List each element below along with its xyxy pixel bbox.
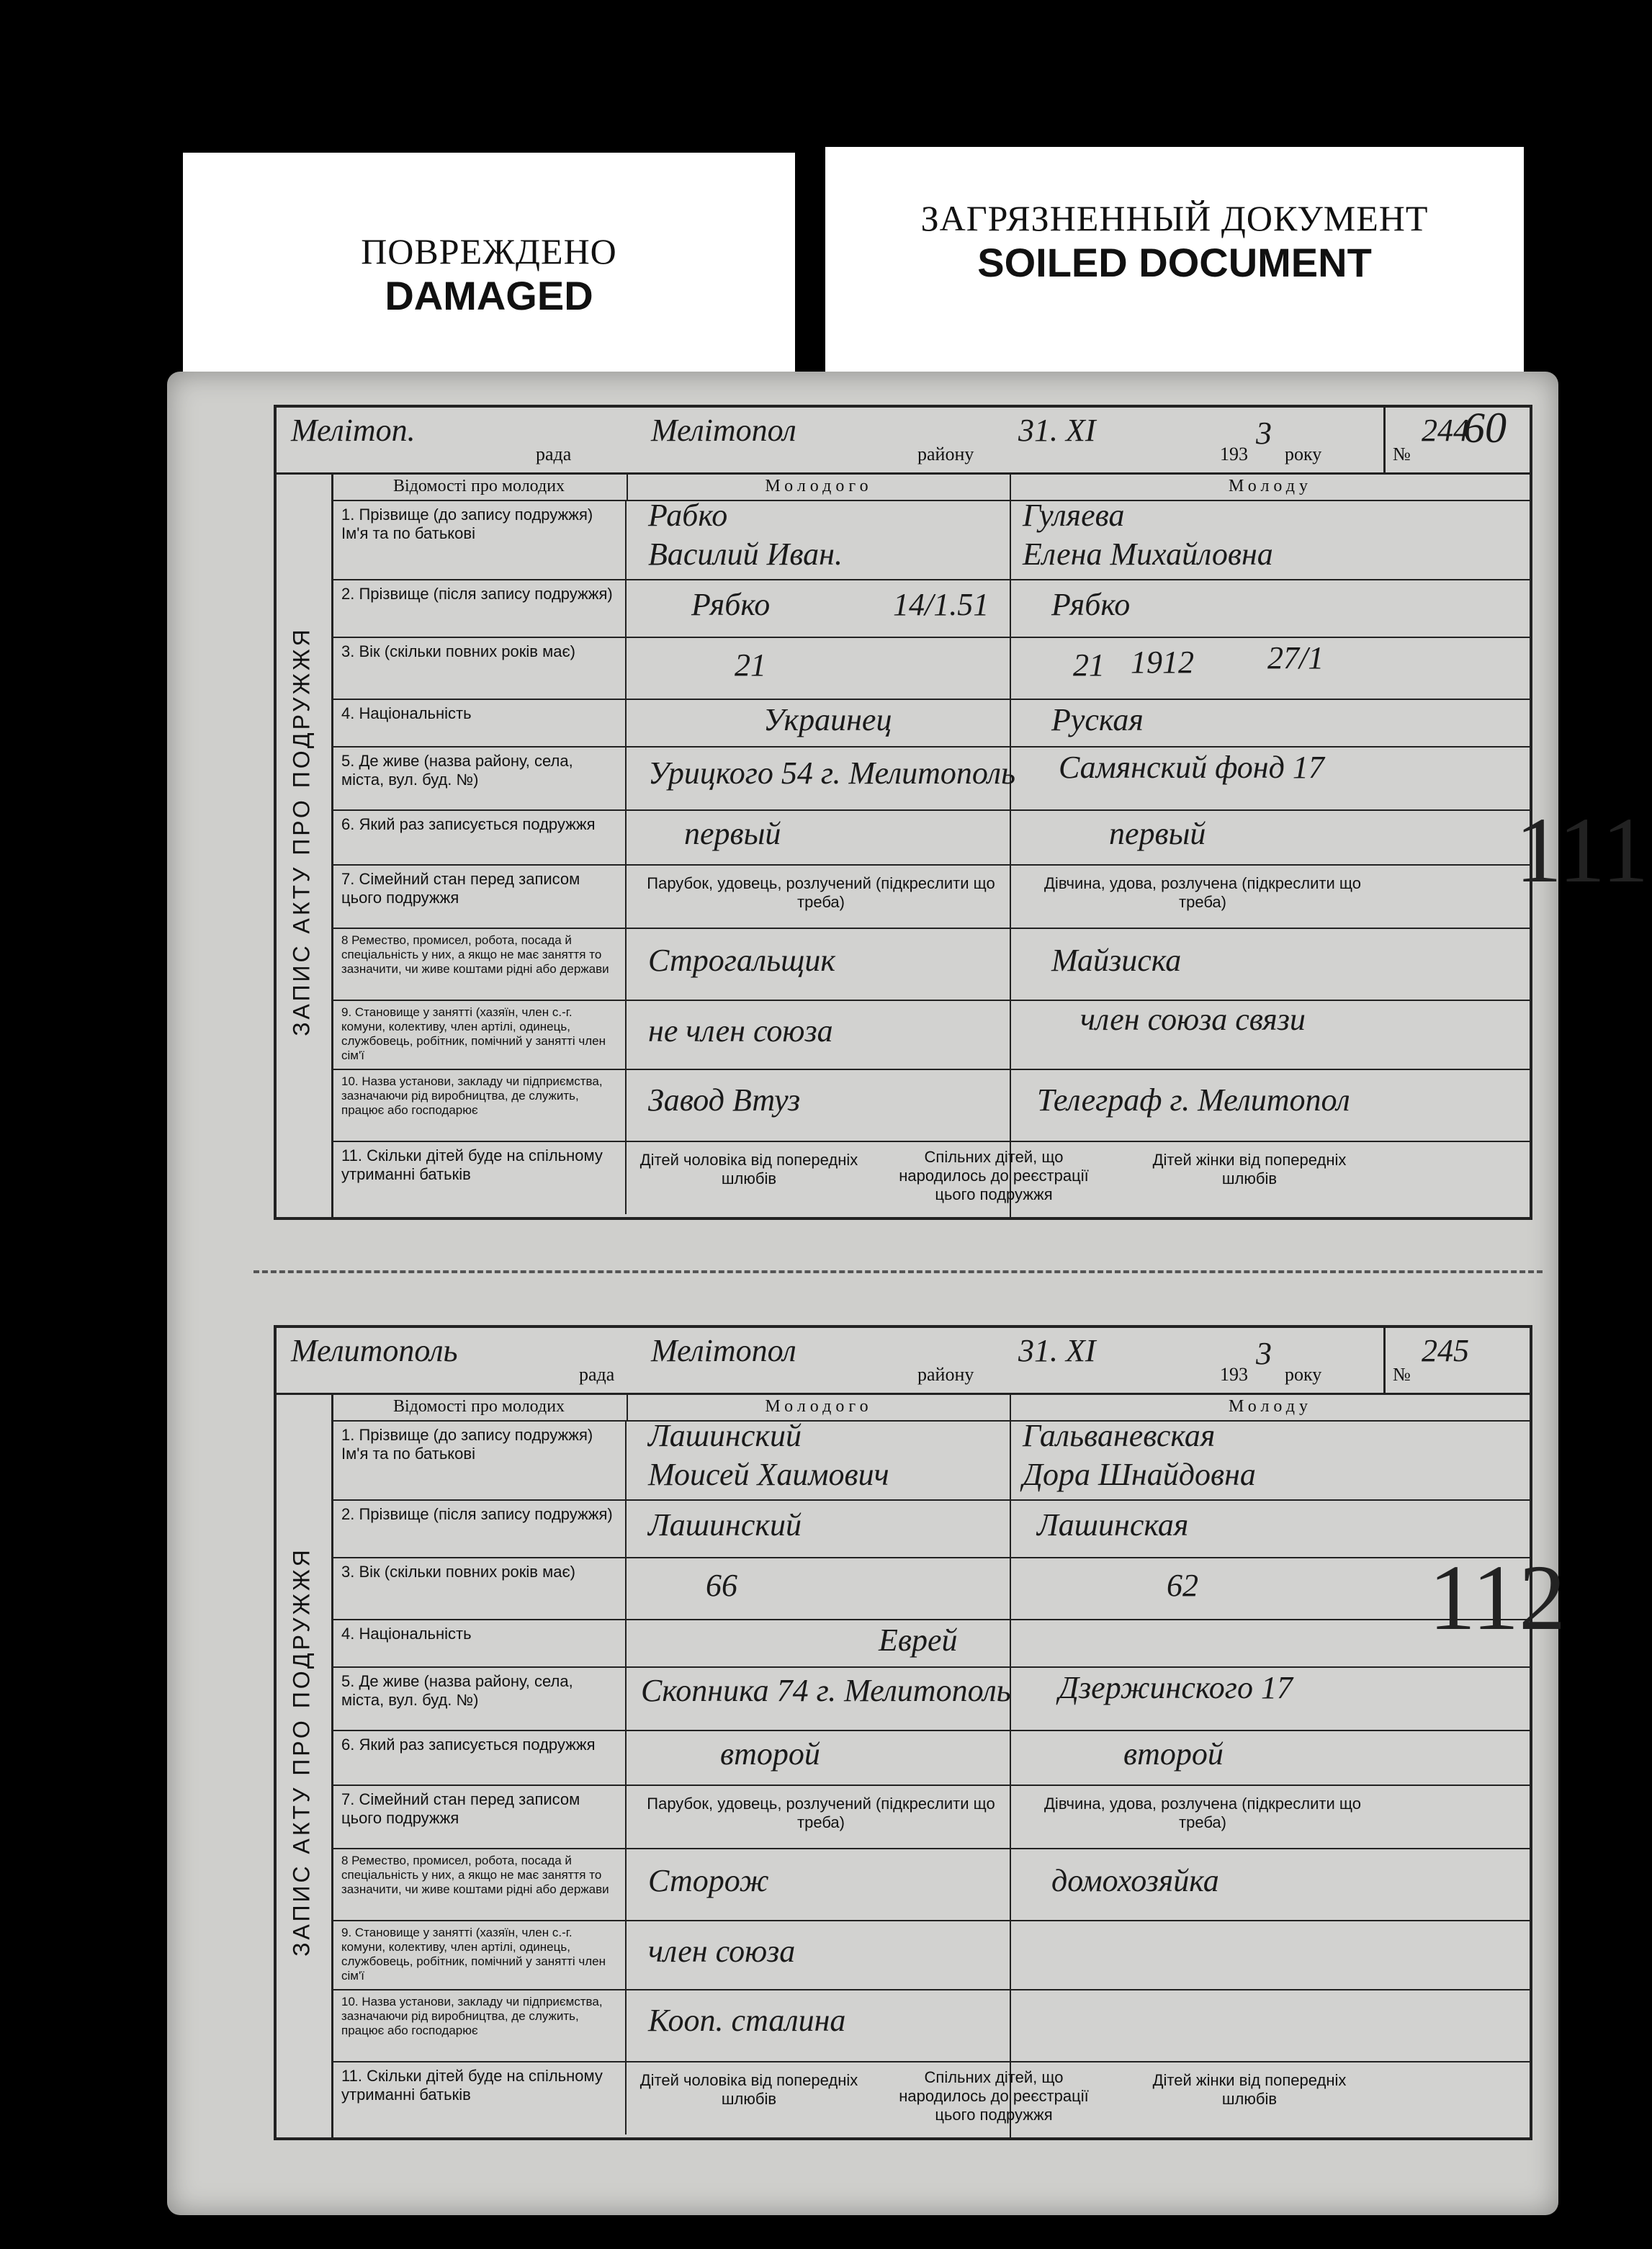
rada-label: рада xyxy=(536,444,572,464)
row-age xyxy=(331,1557,1530,1620)
side-title: ЗАПИС АКТУ ПРО ПОДРУЖЖЯ xyxy=(288,627,315,1036)
row-times-married xyxy=(331,1730,1530,1786)
groom-times: второй xyxy=(720,1736,820,1772)
row-age xyxy=(331,637,1530,700)
row-label xyxy=(331,1420,627,1499)
row-nationality xyxy=(331,1619,1530,1668)
row-label: 6. Який раз записується подружжя xyxy=(331,1730,627,1785)
record-number-box xyxy=(1383,1328,1530,1393)
row-label xyxy=(331,500,627,579)
row-surname-before xyxy=(331,500,1530,580)
hw-number: 245 xyxy=(1422,1333,1469,1368)
row-label-sub: Ім'я та по батькові xyxy=(341,524,475,542)
row-label: 3. Вік (скільки повних років має) xyxy=(331,637,627,699)
bride-status-options: Дівчина, удова, розлучена (підкреслити що треба) xyxy=(1044,874,1361,911)
row-label: 8 Ремество, промисел, робота, посада й спеціальність у них, а якщо не має заняття то зазначити, чи живе коштами рідні або держави xyxy=(331,928,627,1000)
hw-year: 3 xyxy=(1256,1336,1272,1371)
bride-surname: Гуляева xyxy=(1023,498,1125,533)
children-husband: Дітей чоловіка від попередніх шлюбів xyxy=(639,1151,858,1188)
children-joint: Спільних дітей, що народилось до реєстрації цього подружжя xyxy=(899,1148,1089,1203)
side-title: ЗАПИС АКТУ ПРО ПОДРУЖЖЯ xyxy=(288,1547,315,1957)
marriage-record-245 xyxy=(274,1325,1566,2140)
children-wife: Дітей жінки від попередніх шлюбів xyxy=(1152,1151,1347,1188)
hw-number: 244 xyxy=(1422,413,1469,448)
raion-label: району xyxy=(917,444,974,464)
groom-nationality: Еврей xyxy=(879,1622,958,1658)
groom-age: 21 xyxy=(735,647,766,683)
marriage-record-244 xyxy=(274,405,1649,1220)
bride-workplace: Телеграф г. Мелитопол xyxy=(1037,1082,1350,1118)
number-sign: № xyxy=(1393,444,1411,464)
groom-address: Урицкого 54 г. Мелитополь xyxy=(648,755,1016,791)
side-title-column xyxy=(277,1393,333,2137)
row-children xyxy=(331,2061,1530,2134)
bride-name: Дора Шнайдовна xyxy=(1023,1457,1256,1492)
groom-note: 14/1.51 xyxy=(893,587,989,622)
row-address xyxy=(331,1666,1530,1731)
row-workplace xyxy=(331,1989,1530,2062)
row-label: 11. Скільки дітей буде на спільному утриманні батьків xyxy=(331,2061,627,2134)
damaged-label-ru: ПОВРЕЖДЕНО xyxy=(361,231,617,271)
groom-address: Скопника 74 г. Мелитополь xyxy=(641,1673,1011,1708)
record-header xyxy=(277,408,1530,475)
row-label: 11. Скільки дітей буде на спільному утриманні батьків xyxy=(331,1141,627,1214)
row-nationality xyxy=(331,699,1530,748)
row-label: 10. Назва установи, закладу чи підприємства, зазначаючи рід виробництва, де служить, працює або господарює xyxy=(331,1069,627,1141)
groom-name: Моисей Хаимович xyxy=(648,1457,889,1492)
bride-address: Самянский фонд 17 xyxy=(1059,750,1324,785)
groom-surname-after: Лашинский xyxy=(648,1507,802,1543)
row-label-text: 1. Прізвище (до запису подружжя) xyxy=(341,506,593,524)
groom-status-options: Парубок, удовець, розлучений (підкреслити що треба) xyxy=(647,874,995,911)
row-label: 9. Становище у занятті (хазяїн, член с.-г. комуни, колективу, член артілі, одинець, службовець, робітник, помічний у занятті член сім'ї xyxy=(331,1000,627,1069)
row-children xyxy=(331,1141,1530,1214)
row-label: 2. Прізвище (після запису подружжя) xyxy=(331,579,627,637)
bride-times: второй xyxy=(1123,1736,1224,1772)
row-marital-status xyxy=(331,1785,1530,1849)
soiled-label-ru: ЗАГРЯЗНЕННЫЙ ДОКУМЕНТ xyxy=(920,198,1429,238)
groom-surname: Лашинский xyxy=(648,1418,802,1453)
groom-status-options: Парубок, удовець, розлучений (підкреслити що треба) xyxy=(647,1795,995,1831)
groom-work-status: член союза xyxy=(648,1934,796,1969)
groom-times: первый xyxy=(684,816,781,851)
bride-year: 1912 xyxy=(1131,645,1194,680)
col-header-info: Відомості про молодих xyxy=(331,1393,628,1422)
row-label: 5. Де живе (назва району, села, міста, вул. буд. №) xyxy=(331,1666,627,1730)
row-label: 8 Ремество, промисел, робота, посада й спеціальність у них, а якщо не має заняття то зазначити, чи живе коштами рідні або держави xyxy=(331,1848,627,1920)
damaged-label-card xyxy=(183,153,795,377)
groom-nationality: Украинец xyxy=(763,702,892,737)
row-label-text: 1. Прізвище (до запису подружжя) xyxy=(341,1426,593,1444)
row-work-status xyxy=(331,1920,1530,1990)
bride-nationality: Руская xyxy=(1051,702,1144,737)
record-header xyxy=(277,1328,1530,1395)
children-husband: Дітей чоловіка від попередніх шлюбів xyxy=(639,2071,858,2108)
soiled-label-en: SOILED DOCUMENT xyxy=(977,240,1372,285)
margin-number: 112 xyxy=(1429,1546,1566,1650)
groom-age: 66 xyxy=(706,1568,737,1603)
row-surname-after xyxy=(331,579,1530,638)
record-number-box xyxy=(1383,408,1530,472)
bride-note: 27/1 xyxy=(1267,640,1324,675)
row-times-married xyxy=(331,809,1530,866)
row-label: 2. Прізвище (після запису подружжя) xyxy=(331,1499,627,1557)
col-header-bride: Молоду xyxy=(1011,472,1530,501)
groom-workplace: Кооп. сталина xyxy=(648,2003,846,2038)
year-label: 193 xyxy=(1220,444,1248,464)
damaged-label-en: DAMAGED xyxy=(385,273,593,318)
corner-number: 60 xyxy=(1463,404,1507,452)
row-occupation xyxy=(331,1848,1530,1921)
row-address xyxy=(331,746,1530,811)
bride-work-status: член союза связи xyxy=(1080,1002,1306,1037)
row-label: 7. Сімейний стан перед записом цього подружжя xyxy=(331,1785,627,1848)
row-label: 5. Де живе (назва району, села, міста, вул. буд. №) xyxy=(331,746,627,809)
col-header-info: Відомості про молодих xyxy=(331,472,628,501)
row-surname-after xyxy=(331,1499,1530,1558)
cut-line xyxy=(253,1270,1543,1273)
hw-date: 31. XI xyxy=(1018,413,1096,448)
row-surname-before xyxy=(331,1420,1530,1501)
row-label: 9. Становище у занятті (хазяїн, член с.-г. комуни, колективу, член артілі, одинець, службовець, робітник, помічний у занятті член сім'ї xyxy=(331,1920,627,1989)
roku-label: року xyxy=(1285,1364,1322,1385)
row-label: 10. Назва установи, закладу чи підприємства, зазначаючи рід виробництва, де служить, працює або господарює xyxy=(331,1989,627,2061)
groom-occupation: Сторож xyxy=(648,1863,769,1898)
hw-year: 3 xyxy=(1256,416,1272,451)
children-wife: Дітей жінки від попередніх шлюбів xyxy=(1152,2071,1347,2108)
groom-workplace: Завод Втуз xyxy=(648,1082,801,1118)
row-occupation xyxy=(331,928,1530,1001)
bride-age: 62 xyxy=(1167,1568,1198,1603)
roku-label: року xyxy=(1285,444,1322,464)
bride-name: Елена Михайловна xyxy=(1023,537,1273,572)
number-sign: № xyxy=(1393,1364,1411,1385)
hw-date: 31. XI xyxy=(1018,1333,1096,1368)
children-joint: Спільних дітей, що народилось до реєстрації цього подружжя xyxy=(899,2068,1089,2124)
bride-times: первый xyxy=(1109,816,1206,851)
col-header-groom: Молодого xyxy=(628,1393,1011,1422)
hw-raion: Мелітопол xyxy=(651,413,796,448)
row-label: 4. Національність xyxy=(331,699,627,746)
raion-label: району xyxy=(917,1364,974,1385)
document-page xyxy=(167,372,1649,2215)
bride-surname: Гальваневская xyxy=(1023,1418,1216,1453)
row-work-status xyxy=(331,1000,1530,1070)
bride-occupation: Майзиска xyxy=(1051,943,1182,978)
groom-work-status: не член союза xyxy=(648,1013,833,1049)
row-marital-status xyxy=(331,864,1530,929)
margin-number: 111 xyxy=(1515,799,1649,902)
bride-surname-after: Лашинская xyxy=(1037,1507,1189,1543)
groom-surname-after: Рябко xyxy=(691,587,771,622)
row-label: 6. Який раз записується подружжя xyxy=(331,809,627,864)
bride-status-options: Дівчина, удова, розлучена (підкреслити що треба) xyxy=(1044,1795,1361,1831)
row-label-sub: Ім'я та по батькові xyxy=(341,1445,475,1463)
year-label: 193 xyxy=(1220,1364,1248,1385)
hw-rada: Мелітоп. xyxy=(291,413,416,448)
rada-label: рада xyxy=(579,1364,615,1385)
row-workplace xyxy=(331,1069,1530,1142)
groom-name: Василий Иван. xyxy=(648,537,843,572)
soiled-label-card xyxy=(825,147,1524,379)
row-label: 3. Вік (скільки повних років має) xyxy=(331,1557,627,1619)
groom-occupation: Строгальщик xyxy=(648,943,835,978)
col-header-groom: Молодого xyxy=(628,472,1011,501)
row-label: 7. Сімейний стан перед записом цього подружжя xyxy=(331,864,627,928)
row-label: 4. Національність xyxy=(331,1619,627,1666)
bride-occupation: домохозяйка xyxy=(1051,1863,1219,1898)
side-title-column xyxy=(277,472,333,1217)
bride-age: 21 xyxy=(1073,647,1105,683)
bride-address: Дзержинского 17 xyxy=(1059,1670,1293,1705)
groom-surname: Рабко xyxy=(648,498,728,533)
bride-surname-after: Рябко xyxy=(1051,587,1131,622)
hw-rada: Мелитополь xyxy=(291,1333,458,1368)
col-header-bride: Молоду xyxy=(1011,1393,1530,1422)
hw-raion: Мелітопол xyxy=(651,1333,796,1368)
